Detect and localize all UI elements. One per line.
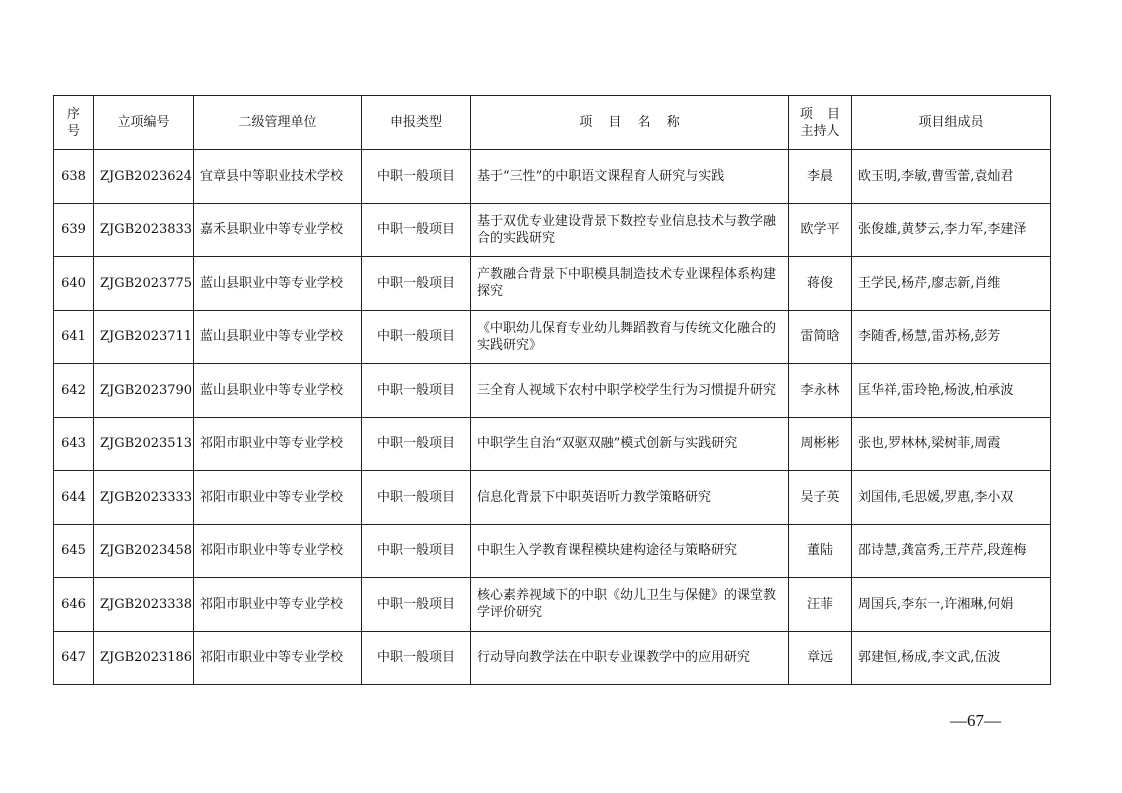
table-row xyxy=(54,203,1051,257)
cell-name: 三全育人视域下农村中职学校学生行为习惯提升研究 xyxy=(471,364,789,418)
cell-host: 李晨 xyxy=(789,150,852,204)
cell-type: 中职一般项目 xyxy=(362,150,471,204)
cell-name: 产教融合背景下中职模具制造技术专业课程体系构建探究 xyxy=(471,257,789,311)
cell-members: 邵诗慧,龚富秀,王芹芹,段莲梅 xyxy=(852,524,1051,578)
cell-host: 汪菲 xyxy=(789,578,852,632)
cell-seq: 647 xyxy=(54,631,94,685)
table-row xyxy=(54,524,1051,578)
cell-type: 中职一般项目 xyxy=(362,471,471,525)
cell-type: 中职一般项目 xyxy=(362,310,471,364)
cell-members: 李随香,杨慧,雷苏杨,彭芳 xyxy=(852,310,1051,364)
cell-members: 张俊雄,黄梦云,李力军,李建泽 xyxy=(852,203,1051,257)
cell-members: 刘国伟,毛思媛,罗惠,李小双 xyxy=(852,471,1051,525)
header-seq xyxy=(54,96,94,150)
table-row xyxy=(54,150,1051,204)
cell-seq: 638 xyxy=(54,150,94,204)
table-row xyxy=(54,471,1051,525)
cell-type: 中职一般项目 xyxy=(362,524,471,578)
cell-seq: 639 xyxy=(54,203,94,257)
header-seq-line1: 序 xyxy=(66,106,80,122)
header-name: 项 目 名 称 xyxy=(471,96,789,150)
cell-name: 核心素养视域下的中职《幼儿卫生与保健》的课堂教学评价研究 xyxy=(471,578,789,632)
page-number: —67— xyxy=(950,711,1001,730)
cell-host: 李永林 xyxy=(789,364,852,418)
header-type: 申报类型 xyxy=(362,96,471,150)
header-host-line1: 项 目 xyxy=(799,106,841,122)
cell-members: 张也,罗林林,梁树菲,周霞 xyxy=(852,417,1051,471)
cell-code: ZJGB2023513 xyxy=(94,417,194,471)
cell-seq: 646 xyxy=(54,578,94,632)
header-unit: 二级管理单位 xyxy=(194,96,362,150)
header-host xyxy=(789,96,852,150)
cell-type: 中职一般项目 xyxy=(362,578,471,632)
cell-host: 蒋俊 xyxy=(789,257,852,311)
cell-unit: 宜章县中等职业技术学校 xyxy=(194,150,362,204)
cell-code: ZJGB2023790 xyxy=(94,364,194,418)
cell-name: 行动导向教学法在中职专业课教学中的应用研究 xyxy=(471,631,789,685)
cell-type: 中职一般项目 xyxy=(362,203,471,257)
table-row xyxy=(54,631,1051,685)
cell-members: 郭建恒,杨成,李文武,伍波 xyxy=(852,631,1051,685)
table-row xyxy=(54,578,1051,632)
cell-host: 董陆 xyxy=(789,524,852,578)
table-row xyxy=(54,257,1051,311)
projects-table xyxy=(53,95,1051,685)
cell-code: ZJGB2023775 xyxy=(94,257,194,311)
cell-code: ZJGB2023186 xyxy=(94,631,194,685)
cell-type: 中职一般项目 xyxy=(362,631,471,685)
cell-members: 匡华祥,雷玲艳,杨波,柏承波 xyxy=(852,364,1051,418)
header-code: 立项编号 xyxy=(94,96,194,150)
table-row xyxy=(54,310,1051,364)
cell-unit: 祁阳市职业中等专业学校 xyxy=(194,524,362,578)
cell-host: 吴子英 xyxy=(789,471,852,525)
cell-host: 章远 xyxy=(789,631,852,685)
cell-seq: 645 xyxy=(54,524,94,578)
header-row xyxy=(54,96,1051,150)
table-row xyxy=(54,417,1051,471)
cell-seq: 644 xyxy=(54,471,94,525)
cell-unit: 祁阳市职业中等专业学校 xyxy=(194,578,362,632)
cell-type: 中职一般项目 xyxy=(362,257,471,311)
header-seq-line2: 号 xyxy=(66,123,80,139)
cell-code: ZJGB2023458 xyxy=(94,524,194,578)
cell-type: 中职一般项目 xyxy=(362,364,471,418)
cell-code: ZJGB2023624 xyxy=(94,150,194,204)
cell-name: 基于“三性”的中职语文课程育人研究与实践 xyxy=(471,150,789,204)
cell-members: 欧玉明,李敏,曹雪蕾,袁灿君 xyxy=(852,150,1051,204)
cell-seq: 640 xyxy=(54,257,94,311)
cell-name: 基于双优专业建设背景下数控专业信息技术与教学融合的实践研究 xyxy=(471,203,789,257)
cell-name: 中职学生自治“双驱双融”模式创新与实践研究 xyxy=(471,417,789,471)
cell-code: ZJGB2023333 xyxy=(94,471,194,525)
cell-code: ZJGB2023711 xyxy=(94,310,194,364)
cell-host: 雷简晗 xyxy=(789,310,852,364)
cell-code: ZJGB2023833 xyxy=(94,203,194,257)
table-row xyxy=(54,364,1051,418)
cell-seq: 641 xyxy=(54,310,94,364)
cell-unit: 祁阳市职业中等专业学校 xyxy=(194,471,362,525)
cell-unit: 蓝山县职业中等专业学校 xyxy=(194,257,362,311)
cell-type: 中职一般项目 xyxy=(362,417,471,471)
header-members: 项目组成员 xyxy=(852,96,1051,150)
cell-unit: 祁阳市职业中等专业学校 xyxy=(194,417,362,471)
cell-code: ZJGB2023338 xyxy=(94,578,194,632)
cell-host: 欧学平 xyxy=(789,203,852,257)
cell-unit: 蓝山县职业中等专业学校 xyxy=(194,310,362,364)
cell-members: 周国兵,李东一,许湘琳,何娟 xyxy=(852,578,1051,632)
cell-unit: 祁阳市职业中等专业学校 xyxy=(194,631,362,685)
cell-name: 信息化背景下中职英语听力教学策略研究 xyxy=(471,471,789,525)
cell-seq: 642 xyxy=(54,364,94,418)
header-host-line2: 主持人 xyxy=(800,123,840,139)
cell-name: 中职生入学教育课程模块建构途径与策略研究 xyxy=(471,524,789,578)
cell-members: 王学民,杨芹,廖志新,肖维 xyxy=(852,257,1051,311)
cell-unit: 嘉禾县职业中等专业学校 xyxy=(194,203,362,257)
cell-seq: 643 xyxy=(54,417,94,471)
cell-name: 《中职幼儿保育专业幼儿舞蹈教育与传统文化融合的实践研究》 xyxy=(471,310,789,364)
cell-host: 周彬彬 xyxy=(789,417,852,471)
cell-unit: 蓝山县职业中等专业学校 xyxy=(194,364,362,418)
table-body xyxy=(54,150,1051,685)
